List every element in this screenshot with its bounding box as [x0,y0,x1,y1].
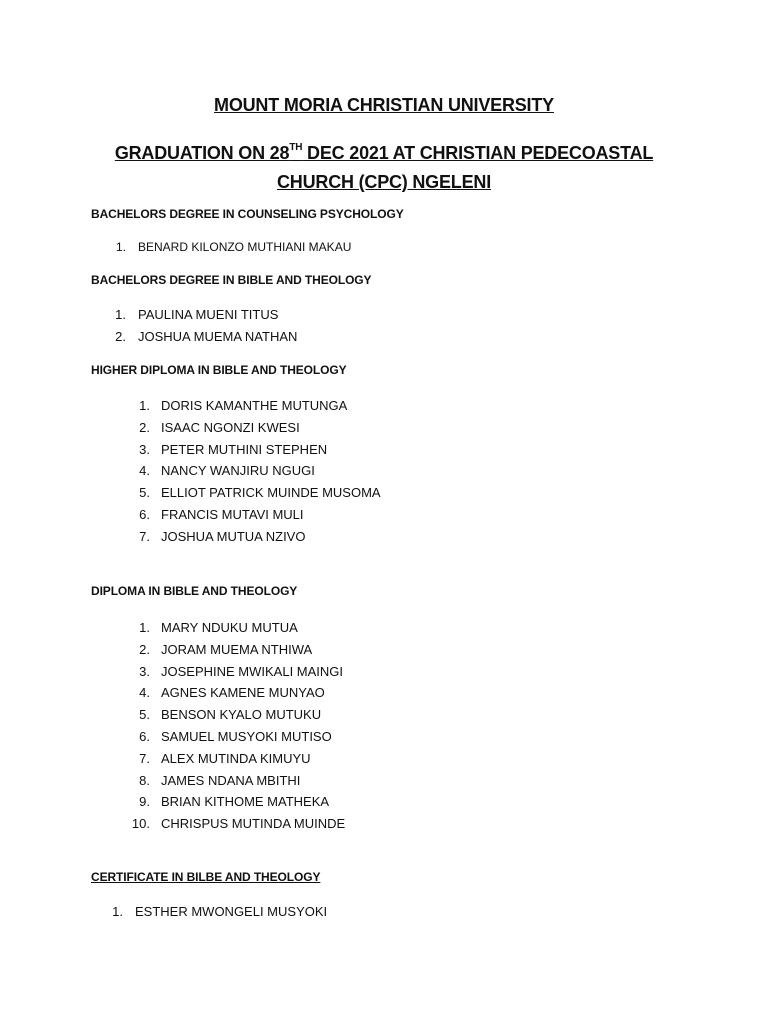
section-heading-bachelors-bible: BACHELORS DEGREE IN BIBLE AND THEOLOGY [91,273,372,287]
graduate-name: FRANCIS MUTAVI MULI [161,506,304,522]
graduate-name: BRIAN KITHOME MATHEKA [161,794,330,810]
list-item: 1. BENARD KILONZO MUTHIANI MAKAU [115,240,352,254]
list-item: 3. PETER MUTHINI STEPHEN [139,441,328,457]
graduation-title-venue: DEC 2021 AT CHRISTIAN PEDECOASTAL [302,143,654,163]
graduate-name: ELLIOT PATRICK MUINDE MUSOMA [161,485,381,501]
section-heading-higher-diploma: HIGHER DIPLOMA IN BIBLE AND THEOLOGY [91,363,347,377]
graduate-name: NANCY WANJIRU NGUGI [161,463,315,479]
graduate-name: ISAAC NGONZI KWESI [161,419,300,435]
graduate-name: CHRISPUS MUTINDA MUINDE [161,816,346,832]
graduate-name: PAULINA MUENI TITUS [138,307,279,322]
list-item: 2. ISAAC NGONZI KWESI [139,419,300,435]
date-suffix: TH [289,142,303,153]
list-item: 1. MARY NDUKU MUTUA [139,620,298,635]
list-item: 8. JAMES NDANA MBITHI [139,772,301,788]
graduate-name: DORIS KAMANTHE MUTUNGA [161,398,348,413]
graduate-list-counseling [0,237,351,259]
graduation-title [0,139,768,197]
list-item: 1. ESTHER MWONGELI MUSYOKI [112,904,328,919]
list-item: 9. BRIAN KITHOME MATHEKA [139,794,330,810]
graduate-name: PETER MUTHINI STEPHEN [161,441,328,457]
list-item: 5. BENSON KYALO MUTUKU [139,707,322,723]
graduate-name: JOSHUA MUEMA NATHAN [138,328,298,344]
list-item: 10. CHRISPUS MUTINDA MUINDE [131,816,346,832]
list-item: 5. ELLIOT PATRICK MUINDE MUSOMA [139,485,381,501]
list-item: 6. FRANCIS MUTAVI MULI [139,506,304,522]
list-item: 1. DORIS KAMANTHE MUTUNGA [139,398,348,413]
graduate-list-higher-diploma [0,395,381,548]
graduate-name: BENARD KILONZO MUTHIANI MAKAU [138,240,352,254]
graduate-name: BENSON KYALO MUTUKU [161,707,322,723]
graduate-name: ALEX MUTINDA KIMUYU [161,750,311,766]
graduate-name: JOSHUA MUTUA NZIVO [161,528,306,544]
graduate-name: JAMES NDANA MBITHI [161,772,301,788]
section-heading-counseling: BACHELORS DEGREE IN COUNSELING PSYCHOLOGY [91,207,404,221]
list-item: 2. JORAM MUEMA NTHIWA [139,641,313,657]
section-heading-certificate: CERTIFICATE IN BILBE AND THEOLOGY [91,870,321,884]
list-item: 4. AGNES KAMENE MUNYAO [139,685,325,701]
list-item: 3. JOSEPHINE MWIKALI MAINGI [139,663,344,679]
graduate-name: MARY NDUKU MUTUA [161,620,298,635]
list-item: 4. NANCY WANJIRU NGUGI [139,463,315,479]
graduate-list-certificate [0,901,327,923]
university-title: MOUNT MORIA CHRISTIAN UNIVERSITY [214,95,554,115]
graduation-title-line2: CHURCH (CPC) NGELENI [277,172,491,192]
graduate-name: SAMUEL MUSYOKI MUTISO [161,728,332,744]
graduate-list-diploma [0,617,345,835]
graduation-title-text: GRADUATION ON 28 [114,143,290,163]
graduate-list-bachelors-bible [0,304,297,348]
graduate-name: ESTHER MWONGELI MUSYOKI [135,904,328,919]
section-heading-diploma: DIPLOMA IN BIBLE AND THEOLOGY [91,584,298,598]
list-item: 7. ALEX MUTINDA KIMUYU [139,750,311,766]
graduate-name: AGNES KAMENE MUNYAO [161,685,325,701]
graduate-name: JORAM MUEMA NTHIWA [161,641,313,657]
list-item: 1. PAULINA MUENI TITUS [115,307,279,322]
list-item: 6. SAMUEL MUSYOKI MUTISO [139,728,332,744]
list-item: 7. JOSHUA MUTUA NZIVO [139,528,306,544]
list-item: 2. JOSHUA MUEMA NATHAN [115,328,298,344]
graduate-name: JOSEPHINE MWIKALI MAINGI [161,663,344,679]
